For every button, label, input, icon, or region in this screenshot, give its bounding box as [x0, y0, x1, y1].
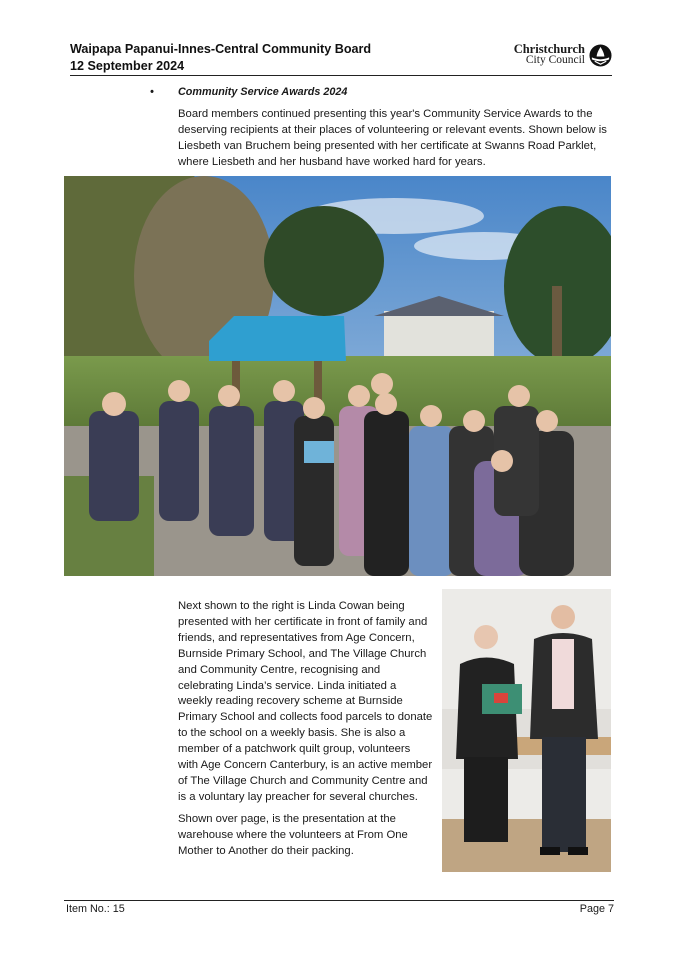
- intro-paragraph: Board members continued presenting this year's Community Service Awards to the deserving recipients at their places of volunteering or relevant events. Shown below is Liesbeth van Bruchem being presented with her certificate at Swanns Road Parklet, where Liesbeth and her husband have worked hard for years.: [178, 108, 607, 168]
- over-page-paragraph: Shown over page, is the presentation at the warehouse where the volunteers at From One Mother to Another do their packing.: [178, 812, 408, 857]
- group-award-photo: [64, 176, 611, 576]
- page-header: [70, 41, 612, 76]
- logo-line-2: City Council: [525, 54, 585, 66]
- page-number: Page 7: [579, 903, 614, 915]
- linda-paragraph: Next shown to the right is Linda Cowan being presented with her certificate in front of family and friends, and representatives from Age Concern, Burnside Primary School, and The Village Church and Community Centre, recognising and celebrating Linda’s service. Linda initiated a weekly reading recovery scheme at Burnside Primary School and collects food parcels to donate to the school on a weekly basis. She is also a member of a patchwork quilt group, volunteers with Age Concern Canterbury, is an active member of The Village Church and Community Centre and is a voluntary lay preacher for several churches.: [178, 600, 433, 803]
- council-logo: [514, 41, 612, 69]
- logo-line-1: Christchurch: [513, 42, 585, 56]
- meeting-date: 12 September 2024: [70, 58, 185, 73]
- council-emblem-icon: [589, 44, 612, 67]
- linda-award-photo: [442, 589, 611, 872]
- page-footer: [64, 900, 614, 915]
- board-name: Waipapa Papanui-Innes-Central Community Board: [70, 42, 372, 56]
- linda-text-block: [178, 599, 433, 866]
- bullet-point: •: [150, 86, 154, 98]
- section-heading: Community Service Awards 2024: [178, 86, 348, 98]
- item-number: Item No.: 15: [66, 903, 125, 915]
- header-title: [70, 41, 371, 74]
